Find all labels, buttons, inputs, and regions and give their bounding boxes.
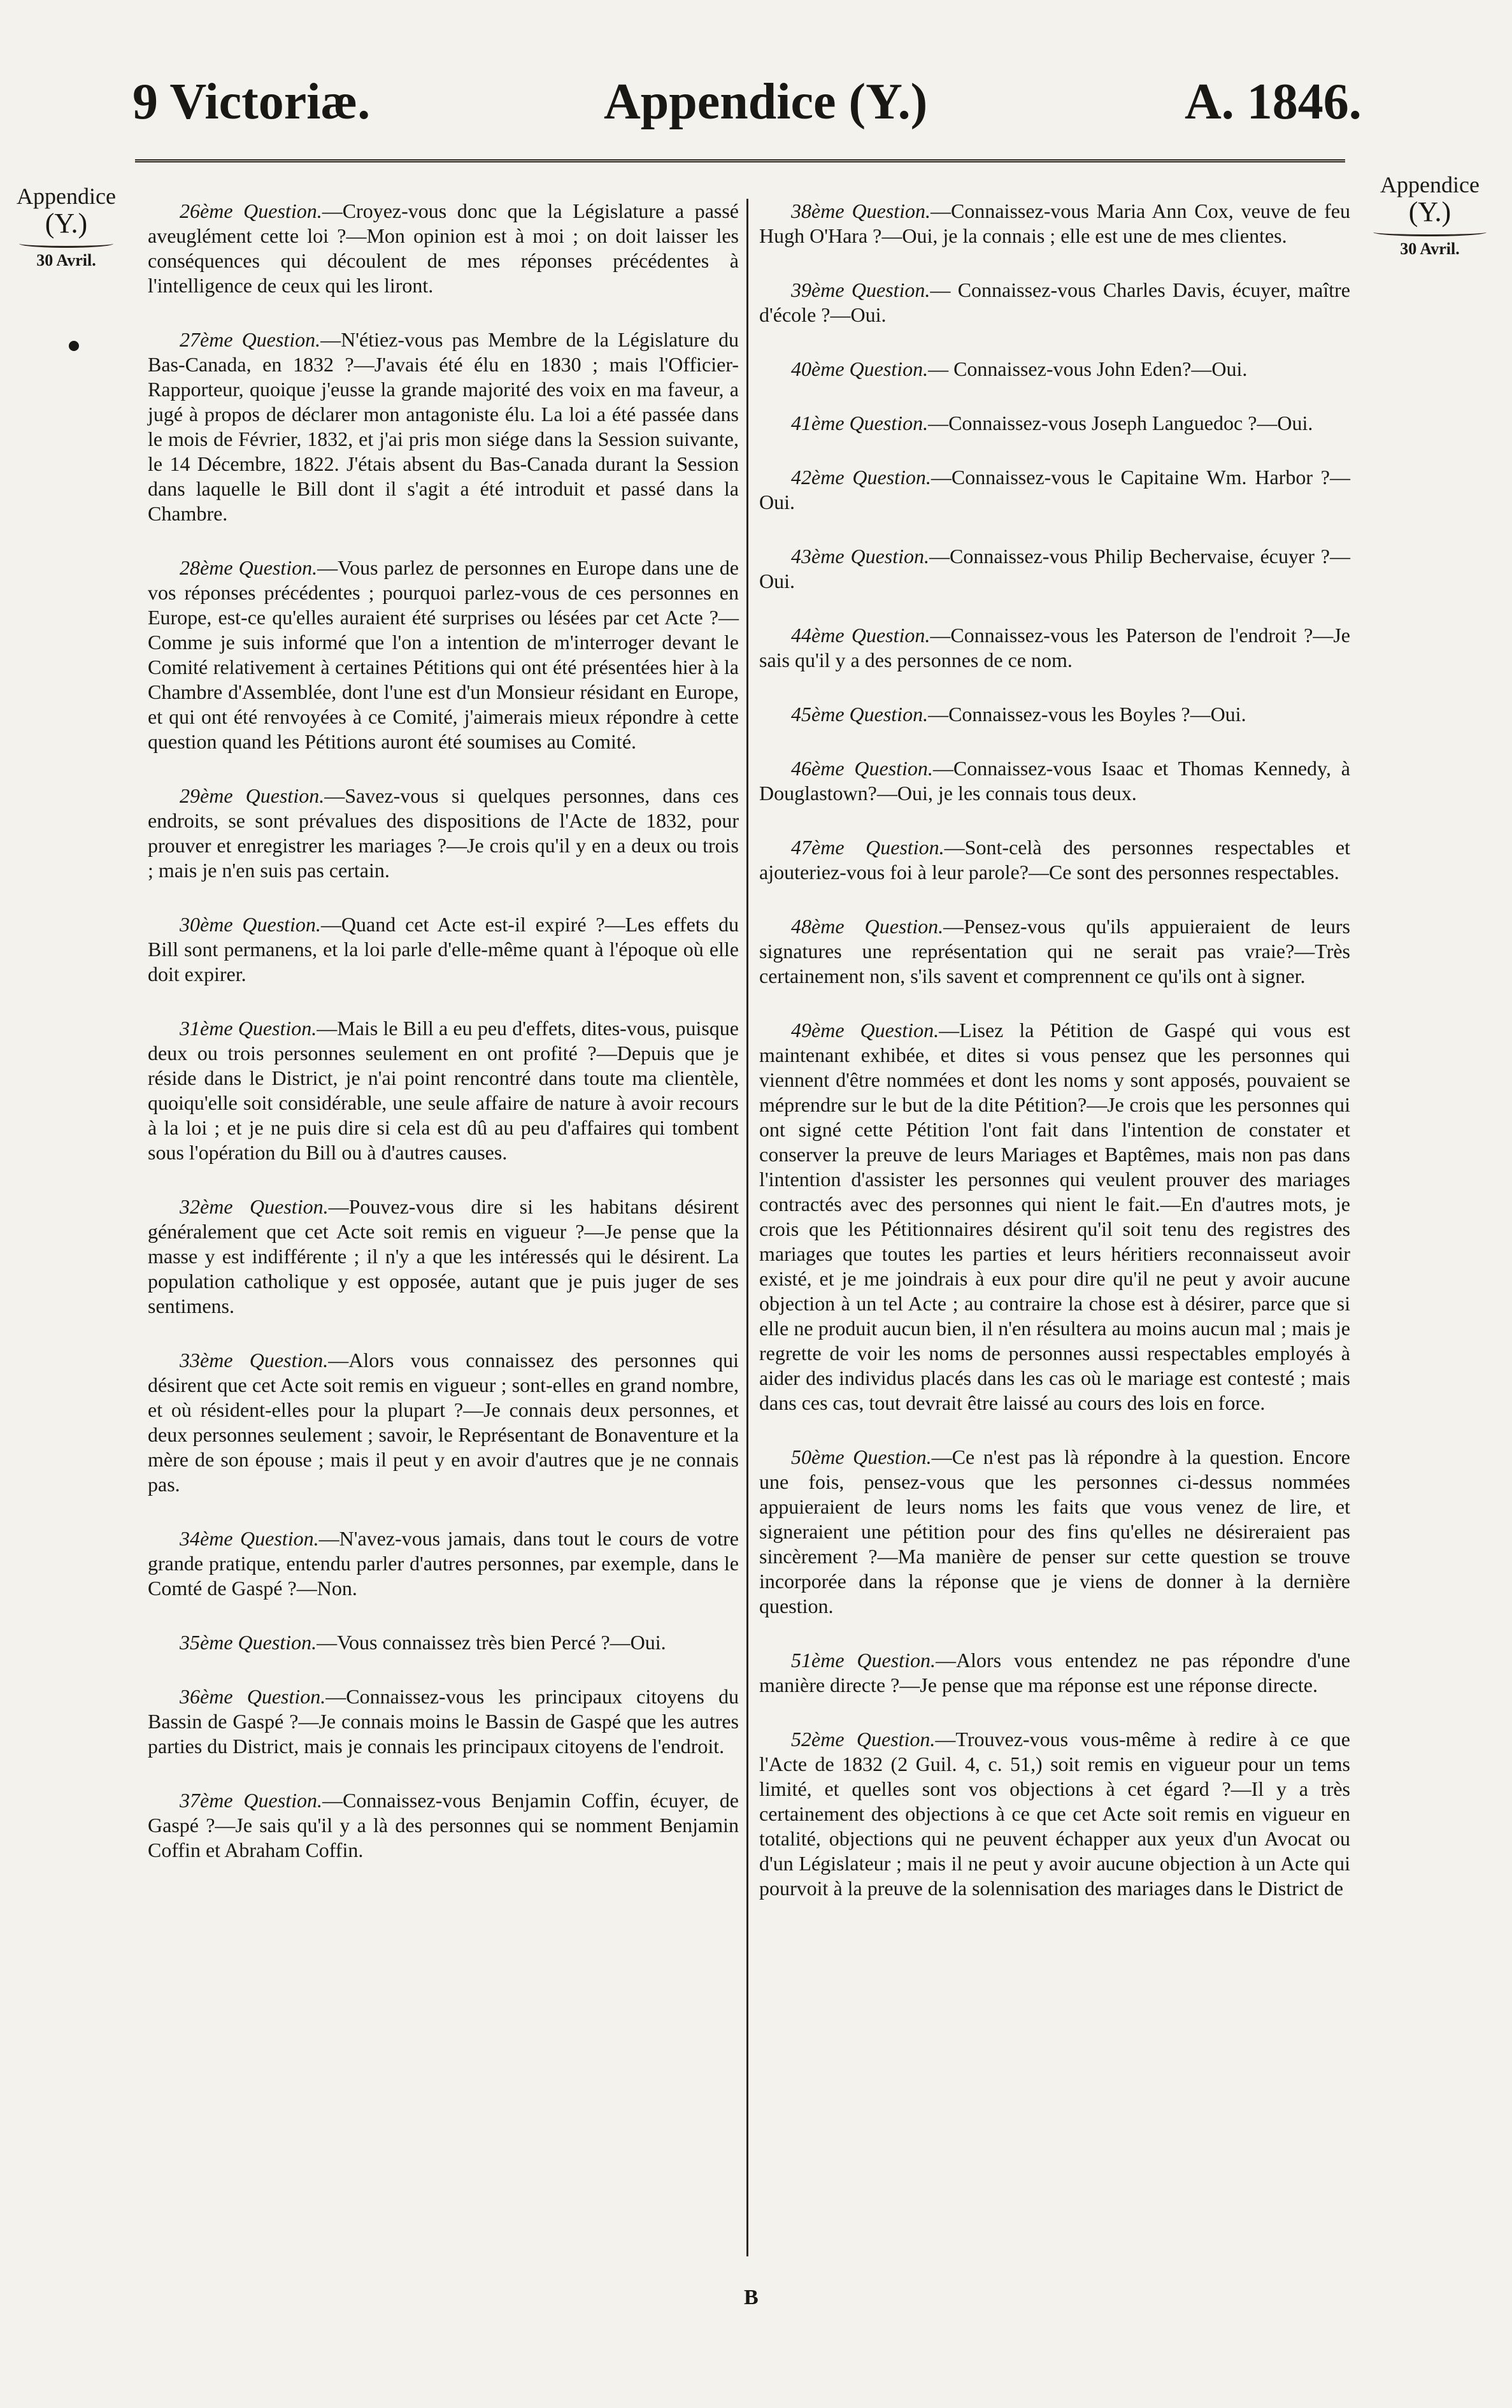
question-number: 50ème	[791, 1445, 845, 1468]
question-text: —Alors vous entendez ne pas répondre d'une manière directe ?—Je pense que ma réponse est une réponse directe.	[759, 1649, 1350, 1696]
margin-class: (Y.)	[45, 207, 88, 239]
question-paragraph	[759, 1445, 1350, 1619]
question-number: 48ème	[791, 915, 845, 938]
question-number: 40ème	[791, 357, 845, 380]
question-keyword: Question.	[860, 1019, 939, 1042]
question-keyword: Question.	[241, 328, 321, 351]
margin-label: Appendice	[17, 183, 116, 209]
bullet-mark	[69, 341, 79, 351]
question-number: 36ème	[180, 1685, 233, 1708]
question-paragraph	[759, 1727, 1350, 1901]
question-text: —Alors vous connaissez des personnes qui désirent que cet Acte soit remis en vigueur ; sont-elles en grand nombre, et où résident-elles pour la plupart ?—Je connais deux personnes, et deux personnes seulement ; savoir, le Représentant de Bonaventure et la mère de son épouse ; mais il peut y en avoir d'autres que je ne connais pas.	[148, 1349, 739, 1496]
question-number: 43ème	[791, 545, 845, 568]
question-number: 37ème	[180, 1789, 233, 1812]
column-separator	[746, 199, 748, 2256]
question-keyword: Question.	[238, 1017, 317, 1040]
question-text: —Connaissez-vous les Boyles ?—Oui.	[928, 703, 1246, 726]
question-number: 27ème	[180, 328, 233, 351]
question-paragraph	[759, 835, 1350, 885]
margin-date: 30 Avril.	[36, 250, 96, 269]
question-keyword: Question.	[866, 836, 945, 859]
question-paragraph	[148, 1526, 739, 1601]
question-text: —Vous connaissez très bien Percé ?—Oui.	[317, 1631, 666, 1654]
question-keyword: Question.	[243, 1789, 322, 1812]
question-number: 42ème	[791, 466, 845, 489]
question-keyword: Question.	[850, 545, 930, 568]
signature-mark: B	[744, 2286, 759, 2309]
question-text: —Connaissez-vous le Capitaine Wm. Harbor ?—Oui.	[759, 466, 1351, 513]
question-number: 29ème	[180, 784, 233, 807]
question-paragraph	[759, 357, 1350, 382]
question-paragraph	[759, 756, 1350, 806]
question-keyword: Question.	[849, 412, 929, 434]
question-text: —Pensez-vous qu'ils appuieraient de leurs signatures une représentation qui ne serait pas vraie?—Très certainement non, s'ils savent et comprennent ce qu'ils ont à signer.	[759, 915, 1351, 987]
brace-divider	[19, 240, 113, 248]
question-number: 44ème	[791, 624, 845, 647]
question-paragraph	[759, 623, 1350, 673]
header-left: 9 Victoriæ.	[132, 74, 371, 130]
question-paragraph	[759, 411, 1350, 436]
question-paragraph	[759, 1648, 1350, 1698]
question-number: 52ème	[791, 1728, 845, 1751]
question-text: —Connaissez-vous les principaux citoyens du Bassin de Gaspé ?—Je connais moins le Bassin de Gaspé que les autres parties du District, mais je connais les principaux citoyens de l'endroit.	[148, 1685, 739, 1758]
question-text: —Trouvez-vous vous-même à redire à ce que l'Acte de 1832 (2 Guil. 4, c. 51,) soit remis en vigueur pour un tems limité, et quelles sont vos objections à cet égard ?—Il y a très certainement des objections à ce que cet Acte soit remis en vigueur en totalité, objections qui ne peuvent échapper aux yeux d'un Avocat ou d'un Législateur ; mais il ne peut y avoir aucune objection à un Acte qui pourvoit à la preuve de la solennisation des mariages dans le District de	[759, 1728, 1351, 1900]
question-text: —Pouvez-vous dire si les habitans désirent généralement que cet Acte soit remis en vigueur ?—Je pense que la masse y est indifférente ; il n'y a que les intéressés qui le désirent. La population catholique y est opposée, autant que je puis juger de ses sentimens.	[148, 1195, 739, 1317]
question-keyword: Question.	[856, 1728, 936, 1751]
question-text: — Connaissez-vous John Eden?—Oui.	[928, 357, 1248, 380]
question-number: 34ème	[180, 1527, 233, 1550]
question-keyword: Question.	[849, 703, 929, 726]
question-number: 32ème	[180, 1195, 233, 1218]
question-number: 35ème	[180, 1631, 233, 1654]
question-text: —Croyez-vous donc que la Législature a passé aveuglément cette loi ?—Mon opinion est à moi ; on doit laisser les conséquences qui découlent de mes réponses précédentes à l'intelligence de ceux qui les liront.	[148, 199, 739, 297]
question-text: —Lisez la Pétition de Gaspé qui vous est maintenant exhibée, et dites si vous pensez que les personnes qui viennent d'être nommées et dont les noms y sont apposés, pouvaient se méprendre sur le but de la dite Pétition?—Je crois que les personnes qui ont signé cette Pétition l'ont fait dans l'intention de constater et conserver la preuve de leurs Mariages et Baptêmes, mais non pas dans l'intention d'assister les personnes qui veulent prouver des mariages contractés avec des personnes qui nient le fait.—En d'autres mots, je crois que les Pétitionnaires désirent qu'il soit tenu des registres des mariages que toutes les parties et leurs héritiers reconnaisseut avoir existé, et je me joindrais à eux pour dire qu'il ne peut y avoir aucune objection à un tel Acte ; au contraire la chose est à désirer, parce que si elle ne produit aucun bien, il n'en résultera au moins aucun mal ; mais je regrette de voir les noms de personnes aussi respectables employés à aider des individus placés dans les cas où le mariage est contesté ; mais dans ces cas, tout devrait être laissé au cours des lois en force.	[759, 1019, 1351, 1414]
margin-note-right	[1369, 173, 1490, 257]
question-text: — Connaissez-vous Charles Davis, écuyer, maître d'école ?—Oui.	[759, 278, 1351, 326]
question-keyword: Question.	[238, 556, 318, 579]
question-paragraph	[148, 1348, 739, 1497]
question-number: 49ème	[791, 1019, 845, 1042]
question-text: —Savez-vous si quelques personnes, dans ces endroits, se sont prévalues des dispositions de l'Acte de 1832, pour prouver et enregistrer les mariages ?—Je crois qu'il y en a deux ou trois ; mais je n'en suis pas certain.	[148, 784, 739, 882]
header-title: Appendice (Y.)	[604, 74, 928, 130]
question-keyword: Question.	[249, 1349, 329, 1372]
margin-note-left	[15, 185, 117, 269]
question-keyword: Question.	[851, 624, 931, 647]
question-number: 38ème	[791, 199, 845, 222]
question-number: 46ème	[791, 757, 845, 780]
question-keyword: Question.	[849, 357, 929, 380]
question-keyword: Question.	[246, 1685, 326, 1708]
question-number: 28ème	[180, 556, 233, 579]
question-paragraph	[759, 199, 1350, 248]
question-paragraph	[148, 784, 739, 883]
question-text: —Vous parlez de personnes en Europe dans une de vos réponses précédentes ; pourquoi parlez-vous de ces personnes en Europe, est-ce qu'elles auraient été surprises ou lésées par cet Acte ?—Comme je suis informé que l'on a intention de m'interroger devant le Comité relativement à certaines Pétitions qui ont été présentées hier à la Chambre d'Assemblée, dont l'une est d'un Monsieur résidant en Europe, et qui ont été renvoyées à ce Comité, j'aimerais mieux répondre à cette question quand les Pétitions auront été soumises au Comité.	[148, 556, 739, 753]
question-number: 30ème	[180, 913, 233, 936]
question-paragraph	[148, 1684, 739, 1759]
right-column	[759, 199, 1350, 1930]
question-paragraph	[148, 327, 739, 526]
header-right: A. 1846.	[1185, 74, 1362, 130]
question-text: —Sont-celà des personnes respectables et ajouteriez-vous foi à leur parole?—Ce sont des personnes respectables.	[759, 836, 1351, 884]
question-text: —N'étiez-vous pas Membre de la Législature du Bas-Canada, en 1832 ?—J'avais été élu en 1830 ; mais l'Officier-Rapporteur, quoique j'eusse la grande majorité des voix en ma faveur, a jugé à propos de déclarer mon antagoniste élu. La loi a été passée dans le mois de Février, 1832, et j'ai pris mon siége dans la Session suivante, le 14 Décembre, 1822. J'étais absent du Bas-Canada durant la Session dans laquelle le Bill dont il s'agit a été introduit et passé dans la Chambre.	[148, 328, 739, 525]
question-keyword: Question.	[250, 1195, 329, 1218]
question-number: 39ème	[791, 278, 845, 301]
question-keyword: Question.	[243, 199, 322, 222]
question-paragraph	[759, 465, 1350, 515]
question-text: —Connaissez-vous Joseph Languedoc ?—Oui.	[928, 412, 1313, 434]
question-paragraph	[759, 1018, 1350, 1415]
question-number: 41ème	[791, 412, 845, 434]
question-paragraph	[148, 912, 739, 987]
brace-divider	[1373, 228, 1487, 236]
question-text: —Mais le Bill a eu peu d'effets, dites-vous, puisque deux ou trois personnes seulement en ont profité ?—Depuis que je réside dans le District, je n'ai point rencontré dans toute ma clientèle, quoiqu'elle soit considérable, une seule affaire de nature à avoir recours à la loi ; et je ne puis dire si cela est dû au peu d'affaires qui tombent sous l'opération du Bill ou à d'autres causes.	[148, 1017, 739, 1164]
question-keyword: Question.	[245, 784, 325, 807]
question-text: —Connaissez-vous Isaac et Thomas Kennedy, à Douglastown?—Oui, je les connais tous deux.	[759, 757, 1351, 805]
left-column	[148, 199, 739, 1892]
question-keyword: Question.	[240, 1527, 319, 1550]
question-text: —Connaissez-vous Philip Bechervaise, écuyer ?—Oui.	[759, 545, 1351, 592]
question-keyword: Question.	[854, 757, 933, 780]
question-text: —Connaissez-vous les Paterson de l'endroit ?—Je sais qu'il y a des personnes de ce nom.	[759, 624, 1350, 671]
question-keyword: Question.	[242, 913, 321, 936]
question-paragraph	[759, 278, 1350, 327]
margin-class: (Y.)	[1408, 196, 1451, 227]
question-keyword: Question.	[851, 278, 931, 301]
question-paragraph	[759, 544, 1350, 594]
question-text: —Connaissez-vous Maria Ann Cox, veuve de feu Hugh O'Hara ?—Oui, je la connais ; elle est une de mes clientes.	[759, 199, 1351, 247]
header-rule	[135, 159, 1345, 162]
question-keyword: Question.	[857, 1649, 936, 1672]
question-paragraph	[148, 1016, 739, 1165]
question-number: 51ème	[791, 1649, 845, 1672]
question-number: 47ème	[791, 836, 845, 859]
question-number: 26ème	[180, 199, 233, 222]
question-number: 31ème	[180, 1017, 233, 1040]
question-paragraph	[759, 702, 1350, 727]
question-paragraph	[148, 1630, 739, 1655]
question-number: 45ème	[791, 703, 845, 726]
margin-label: Appendice	[1380, 172, 1480, 197]
question-paragraph	[148, 555, 739, 754]
margin-date: 30 Avril.	[1400, 239, 1460, 258]
question-paragraph	[759, 914, 1350, 989]
question-text: —Connaissez-vous Benjamin Coffin, écuyer, de Gaspé ?—Je sais qu'il y a là des personnes qui se nomment Benjamin Coffin et Abraham Coffin.	[148, 1789, 739, 1861]
question-keyword: Question.	[852, 199, 931, 222]
question-keyword: Question.	[852, 466, 931, 489]
question-text: —Quand cet Acte est-il expiré ?—Les effets du Bill sont permanens, et la loi parle d'elle-même quant à l'époque où elle doit expirer.	[148, 913, 739, 985]
question-text: —Ce n'est pas là répondre à la question. Encore une fois, pensez-vous que les personnes ci-dessus nommées appuieraient de leurs noms les faits que vous venez de lire, et signeraient une pétition pour des fins qu'elles ne désireraient pas sincèrement ?—Ma manière de penser sur cette question se trouve incorporée dans la réponse que je viens de donner à la dernière question.	[759, 1445, 1351, 1617]
question-paragraph	[148, 1194, 739, 1319]
question-paragraph	[148, 199, 739, 298]
question-paragraph	[148, 1788, 739, 1863]
question-keyword: Question.	[853, 1445, 932, 1468]
question-keyword: Question.	[864, 915, 944, 938]
question-text: —N'avez-vous jamais, dans tout le cours de votre grande pratique, entendu parler d'autres personnes, par exemple, dans le Comté de Gaspé ?—Non.	[148, 1527, 739, 1600]
question-number: 33ème	[180, 1349, 233, 1372]
question-keyword: Question.	[238, 1631, 317, 1654]
